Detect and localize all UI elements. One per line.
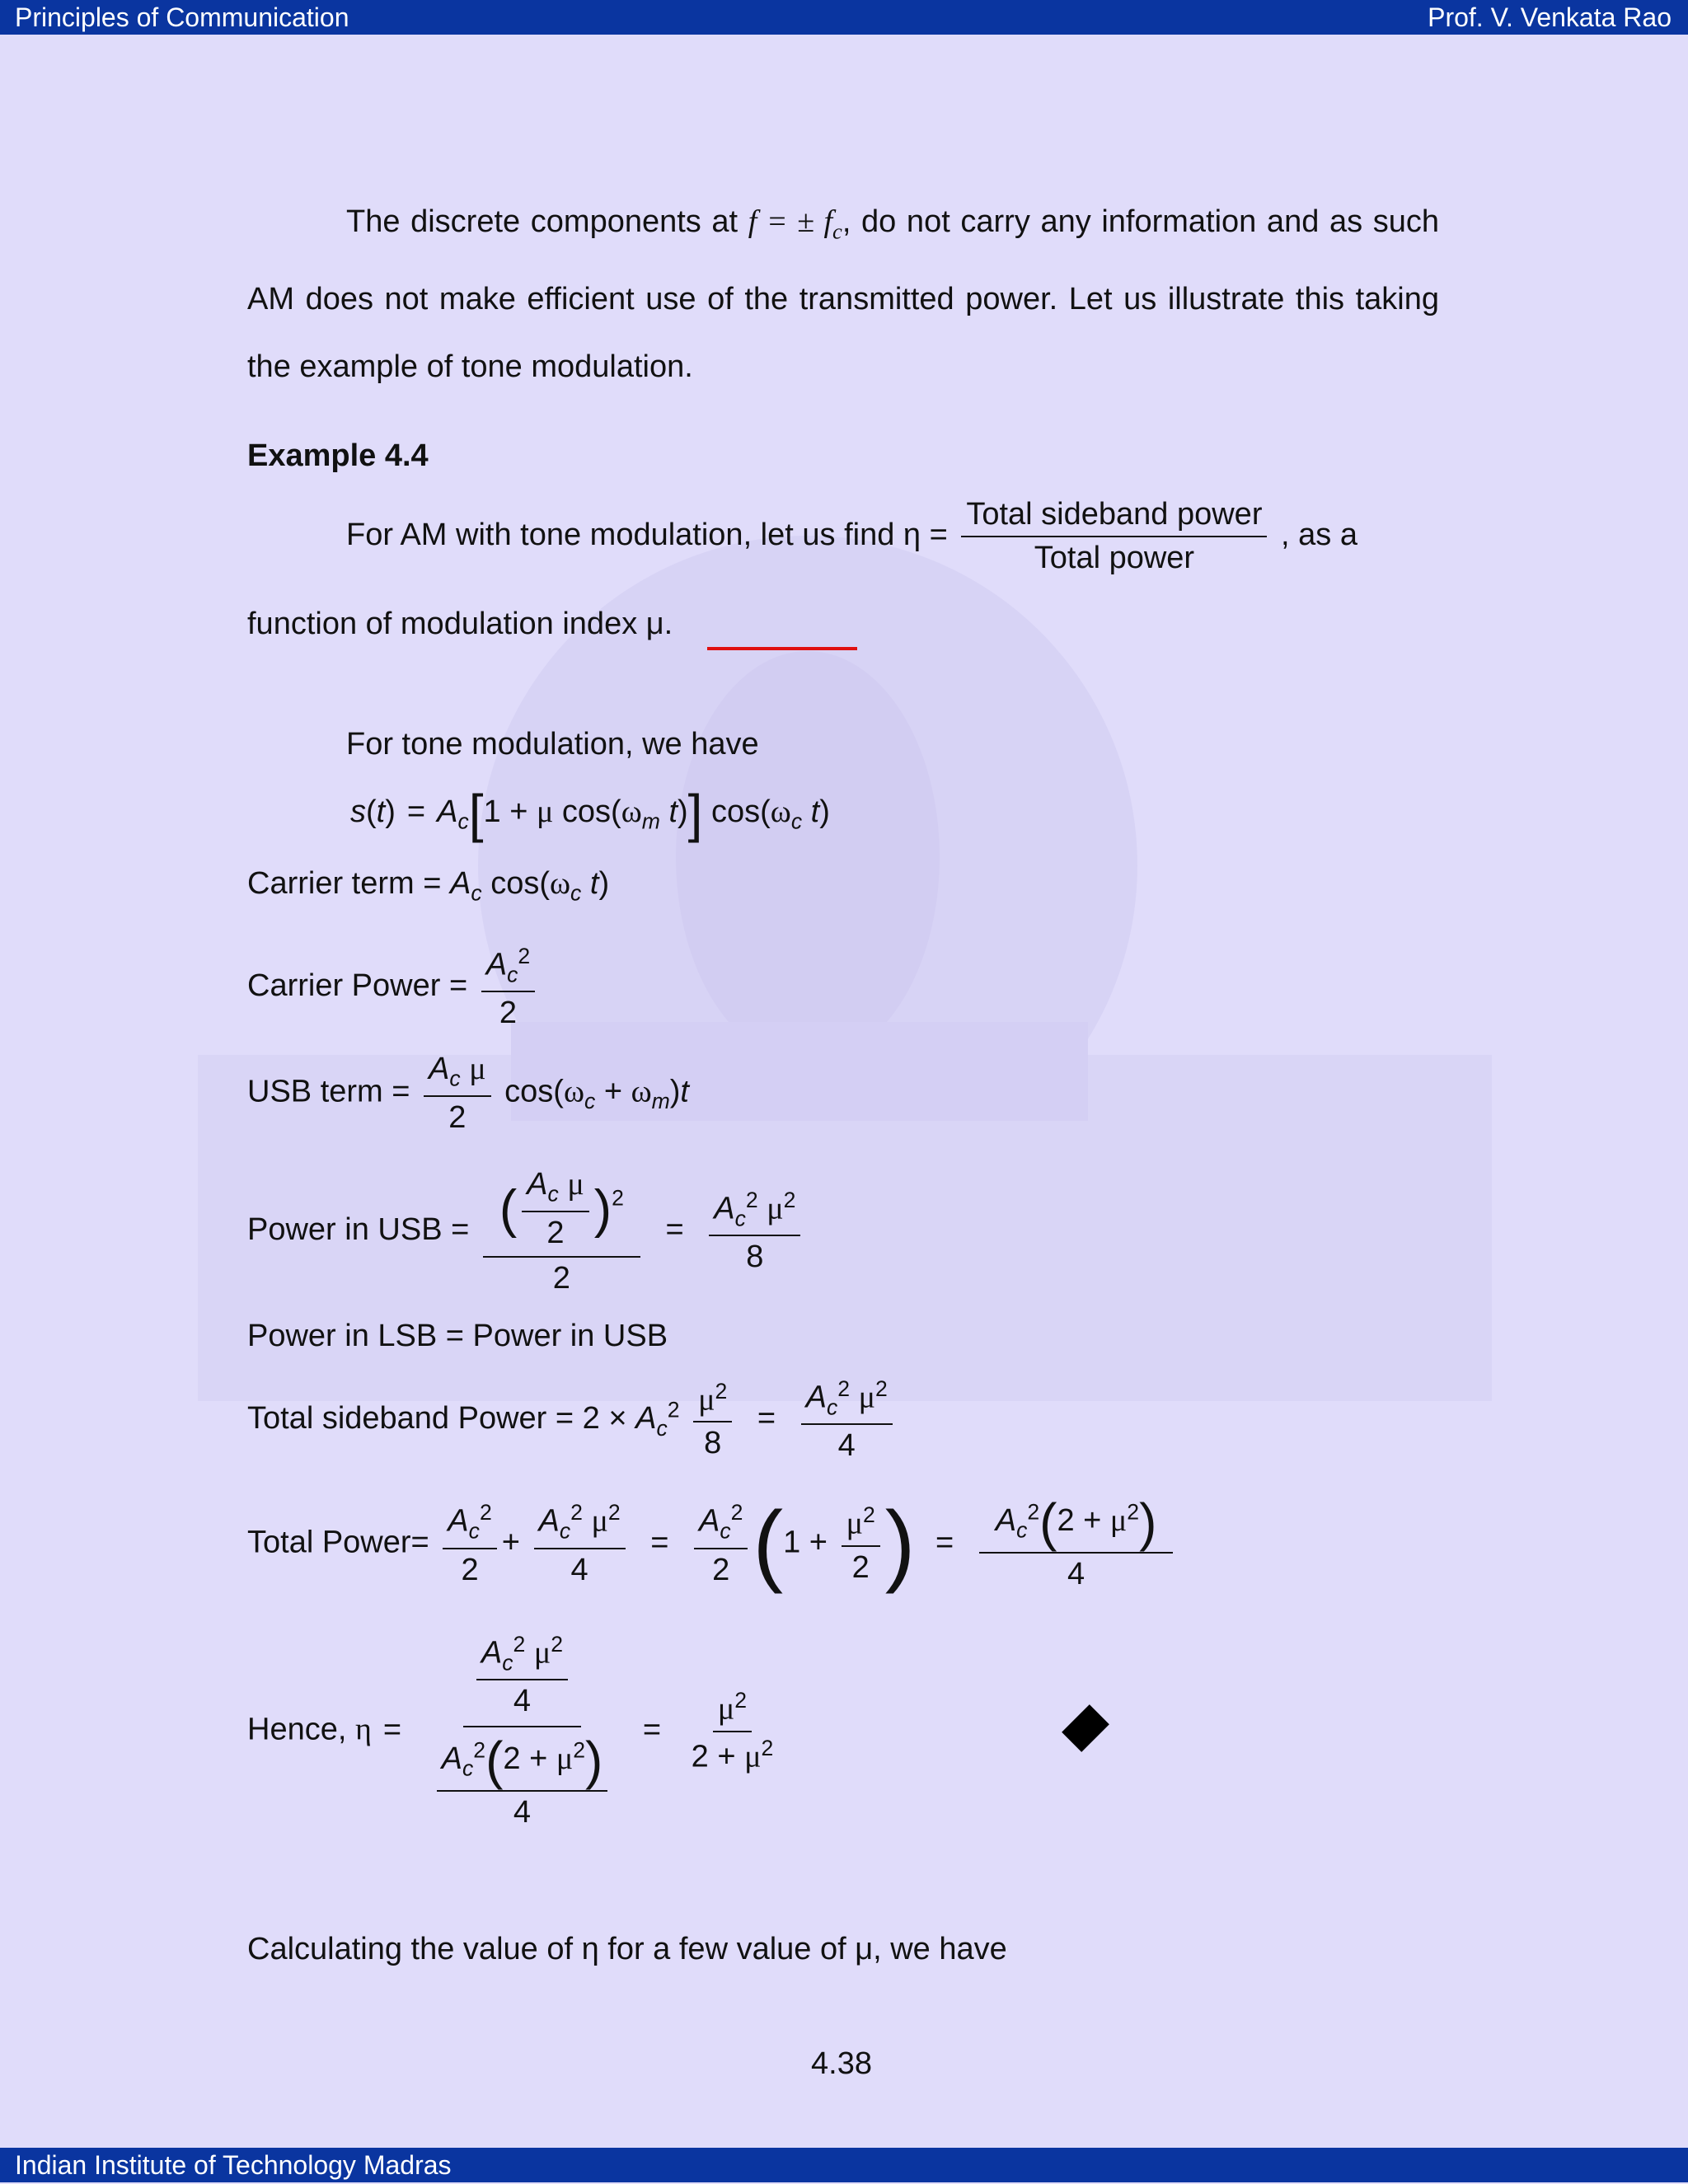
problem-line2: function of modulation index μ. — [247, 607, 673, 641]
power-lsb-line: Power in LSB = Power in USB — [247, 1319, 668, 1353]
red-underline — [707, 647, 857, 650]
carrier-term-line: Carrier term = $A_c$ $\cos(\omega_c$ t) — [247, 866, 610, 906]
eta-result-line: Hence, η = $\frac{\frac{A_c^2 \mu^2}{4}}{\frac{A_c^2(2 + \mu^2)}{4}}$ = $\frac{\mu^2}{2 + \mu^2}$ — [247, 1632, 774, 1830]
author-name: Prof. V. Venkata Rao — [1428, 2, 1672, 32]
intro-before: The discrete components at — [346, 204, 748, 239]
total-power-label: Total Power= — [247, 1525, 429, 1560]
page-number: 4.38 — [811, 2046, 872, 2081]
intro-math: f = ± $f_c$ — [748, 204, 842, 244]
total-sideband-line: Total sideband Power = $2 \times A_c^2$ $\frac{\mu^2}{8}$ = $\frac{A_c^2 \mu^2}{4}$ — [247, 1376, 898, 1464]
end-of-example-diamond-icon — [1062, 1704, 1109, 1752]
closing-line: Calculating the value of η for a few value of μ, we have — [247, 1932, 1007, 1966]
usb-term-label: USB term = — [247, 1074, 410, 1109]
signal-equation: $s(t) = A_c[1 + \mu$ $\cos(\omega_m$ t)] $\cos(\omega_c$ t) — [350, 784, 830, 843]
hence-label: Hence, — [247, 1712, 347, 1747]
eta-definition-fraction — [961, 497, 1267, 576]
carrier-power-line: Carrier Power = $\frac{A_c^2}{2}$ — [247, 944, 540, 1031]
power-usb-label: Power in USB = — [247, 1212, 470, 1247]
carrier-power-label: Carrier Power = — [247, 968, 468, 1004]
problem-after: , as a — [1281, 518, 1357, 553]
intro-after: , do not carry any information and as such AM does not make efficient use of the transmitted power. Let us illustrate this taking the example of tone modulation. — [247, 204, 1439, 384]
total-sideband-label: Total sideband Power = — [247, 1401, 574, 1436]
eta-denominator: Total power — [1034, 541, 1195, 575]
problem-statement — [346, 497, 1357, 576]
usb-term-line: USB term = $\frac{A_c \mu}{2}$ $\cos(\omega_c + \omega_m)t$ — [247, 1052, 689, 1135]
footer-bar — [0, 2148, 1688, 2182]
tone-intro: For tone modulation, we have — [346, 727, 759, 762]
intro-paragraph — [247, 188, 1439, 401]
example-title: Example 4.4 — [247, 438, 429, 473]
institution-name: Indian Institute of Technology Madras — [15, 2150, 452, 2180]
total-power-line: Total Power= $\frac{A_c^2}{2}$ + $\frac{A_c^2 \mu^2}{4}$ = $\frac{A_c^2}{2}$ (1 + $\frac{\mu^2}{2}$ ) = $\frac{A_c^2(2 + \mu^2)}{4}$ — [247, 1496, 1178, 1592]
course-title: Principles of Communication — [15, 2, 349, 32]
problem-before: For AM with tone modulation, let us find η = — [346, 518, 948, 553]
header-bar — [0, 0, 1688, 35]
eta-numerator: Total sideband power — [961, 497, 1267, 537]
carrier-term-label: Carrier term = — [247, 866, 442, 901]
power-usb-line: Power in USB = ( $\frac{A_c \mu}{2}$ )$^2$ 2 = $\frac{A_c^2 \mu^2}{8}$ — [247, 1166, 805, 1296]
